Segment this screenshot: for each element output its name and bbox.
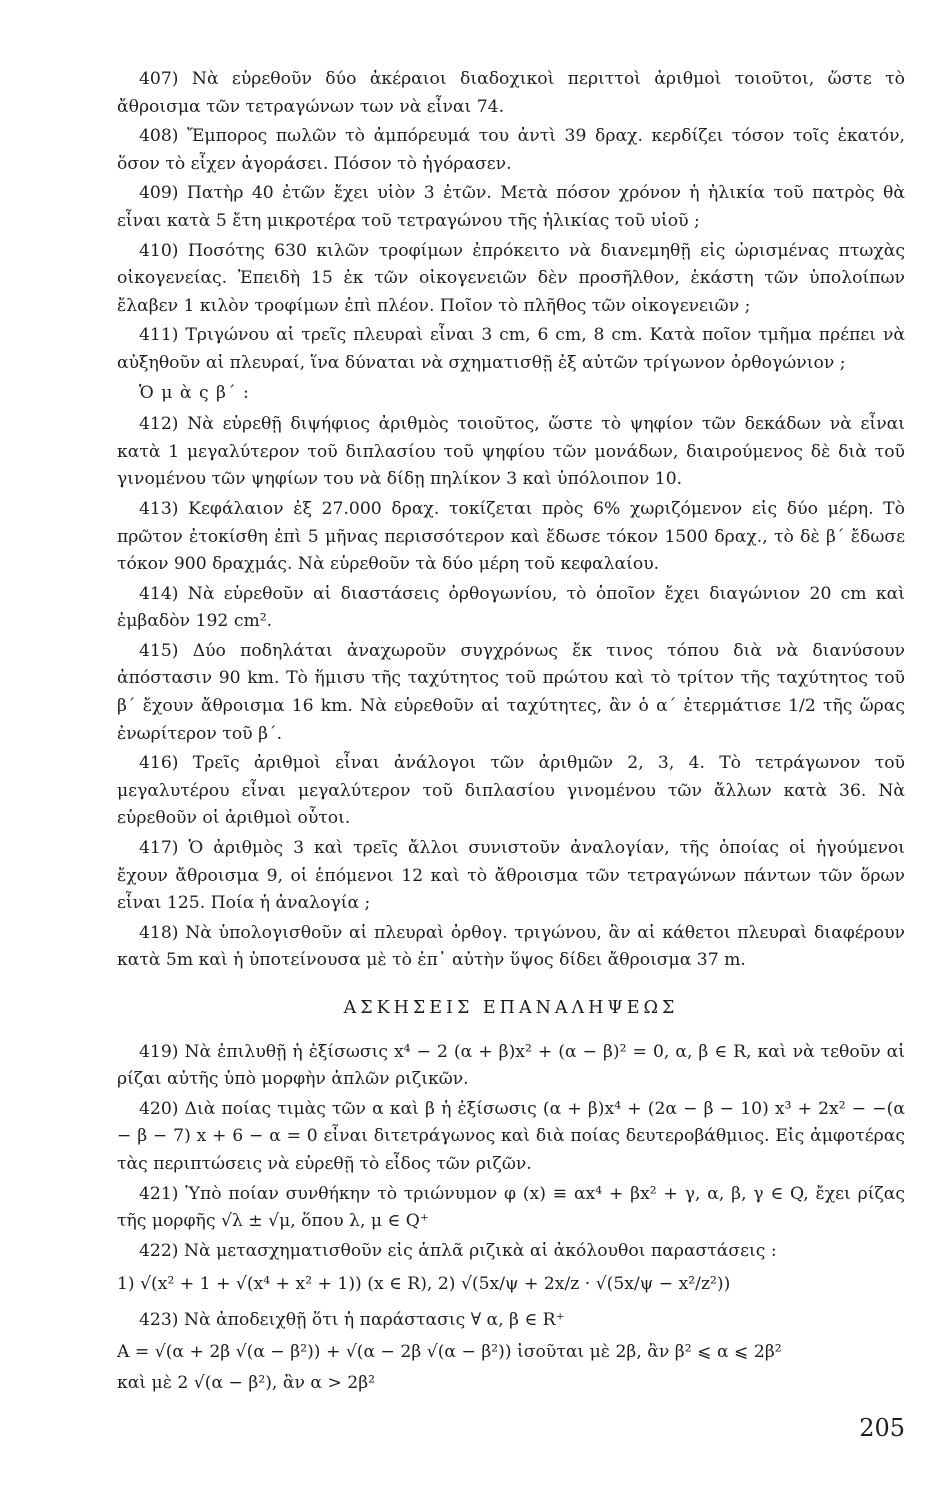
group-b-title: Ὁ μ ὰ ς β΄ : <box>139 382 250 403</box>
problem-413: 413) Κεφάλαιον ἐξ 27.000 δραχ. τοκίζεται πρὸς 6% χωριζόμενον εἰς δύο μέρη. Τὸ πρῶτον ἐτοκίσθη ἐπὶ 5 μῆνας περισσότερον καὶ ἔδωσε τόκον 1500 δραχ., τὸ δὲ β΄ ἔδωσε τόκον 900 δραχμάς. Νὰ εὑρεθοῦν τὰ δύο μέρη τοῦ κεφαλαίου. <box>117 498 905 575</box>
problem-423: 423) Νὰ ἀποδειχθῇ ὅτι ἡ παράστασις ∀ α, β ∈ R⁺ <box>139 1309 565 1330</box>
page-number: 205 <box>859 1414 905 1442</box>
problem-416: 416) Τρεῖς ἀριθμοὶ εἶναι ἀνάλογοι τῶν ἀριθμῶν 2, 3, 4. Τὸ τετράγωνον τοῦ μεγαλυτέρου εἶναι μεγαλύτερον τοῦ διπλασίου γινομένου τῶν ἄλλων κατὰ 36. Νὰ εὑρεθοῦν οἱ ἀριθμοὶ οὗτοι. <box>117 753 905 829</box>
problem-419: 419) Νὰ ἐπιλυθῇ ἡ ἐξίσωσις x⁴ − 2 (α + β)x² + (α − β)² = 0, α, β ∈ R, καὶ νὰ τεθοῦν αἱ ρίζαι αὐτῆς ὑπὸ μορφὴν ἁπλῶν ριζικῶν. <box>117 1041 905 1090</box>
problem-421: 421) Ὑπὸ ποίαν συνθήκην τὸ τριώνυμον φ (x) ≡ αx⁴ + βx² + γ, α, β, γ ∈ Q, ἔχει ρίζας τῆς μορφῆς √λ ± √μ, ὅπου λ, μ ∈ Q⁺ <box>117 1183 905 1232</box>
problem-408: 408) Ἔμπορος πωλῶν τὸ ἀμπόρευμά του ἀντὶ 39 δραχ. κερδίζει τόσον τοῖς ἑκατόν, ὅσον τὸ εἶχεν ἀγοράσει. Πόσον τὸ ἠγόρασεν. <box>117 126 905 174</box>
problem-420: 420) Διὰ ποίας τιμὰς τῶν α καὶ β ἡ ἐξίσωσις (α + β)x⁴ + (2α − β − 10) x³ + 2x² − −(α − β − 7) x + 6 − α = 0 εἶναι διτετράγωνος καὶ διὰ ποίας δευτεροβάθμιος. Εἰς ἀμφοτέρας τὰς περιπτώσεις νὰ εὑρεθῇ τὸ εἶδος τῶν ριζῶν. <box>117 1098 905 1174</box>
problem-410: 410) Ποσότης 630 κιλῶν τροφίμων ἐπρόκειτο νὰ διανεμηθῇ εἰς ὡρισμένας πτωχὰς οἰκογενείας. Ἐπειδὴ 15 ἐκ τῶν οἰκογενειῶν δὲν προσῆλθον, ἑκάστη τῶν ὑπολοίπων ἔλαβεν 1 κιλὸν τροφίμων ἐπὶ πλέον. Ποῖον τὸ πλῆθος τῶν οἰκογενειῶν ; <box>117 240 905 316</box>
problem-414: 414) Νὰ εὑρεθοῦν αἱ διαστάσεις ὀρθογωνίου, τὸ ὁποῖον ἔχει διαγώνιον 20 cm καὶ ἐμβαδὸν 192 cm². <box>117 583 905 632</box>
formula-423-b: καὶ μὲ 2 √(α − β²), ἂν α > 2β² <box>117 1373 376 1394</box>
page-content <box>117 66 905 1402</box>
problem-418: 418) Νὰ ὑπολογισθοῦν αἱ πλευραὶ ὀρθογ. τριγώνου, ἂν αἱ κάθετοι πλευραὶ διαφέρουν κατὰ 5m καὶ ἡ ὑποτείνουσα μὲ τὸ ἐπ᾿ αὐτὴν ὕψος δίδει ἄθροισμα 37 m. <box>117 922 905 971</box>
formula-422: 1) √(x² + 1 + √(x⁴ + x² + 1)) (x ∈ R), 2) √(5x/ψ + 2x/z · √(5x/ψ − x²/z²)) <box>117 1274 731 1295</box>
problem-407: 407) Νὰ εὑρεθοῦν δύο ἀκέραιοι διαδοχικοὶ περιττοὶ ἀριθμοὶ τοιοῦτοι, ὥστε τὸ ἄθροισμα τῶν τετραγώνων των νὰ εἶναι 74. <box>117 69 905 117</box>
formula-423-a: A = √(α + 2β √(α − β²)) + √(α − 2β √(α − β²)) ἰσοῦται μὲ 2β, ἂν β² ⩽ α ⩽ 2β² <box>117 1341 782 1362</box>
problem-412: 412) Νὰ εὑρεθῇ διψήφιος ἀριθμὸς τοιοῦτος, ὥστε τὸ ψηφίον τῶν δεκάδων νὰ εἶναι κατὰ 1 μεγαλύτερον τοῦ διπλασίου τοῦ ψηφίου τῶν μονάδων, διαιρούμενος δὲ διὰ τοῦ γινομένου τῶν ψηφίων του νὰ δίδῃ πηλίκον 3 καὶ ὑπόλοιπον 10. <box>117 414 905 490</box>
section-title-review-exercises: ΑΣΚΗΣΕΙΣ ΕΠΑΝΑΛΗΨΕΩΣ <box>343 998 679 1018</box>
problem-415: 415) Δύο ποδηλάται ἀναχωροῦν συγχρόνως ἔκ τινος τόπου διὰ νὰ διανύσουν ἀπόστασιν 90 km. Τὸ ἥμισυ τῆς ταχύτητος τοῦ πρώτου καὶ τὸ τρίτον τῆς ταχύτητος τοῦ β΄ ἔχουν ἄθροισμα 16 km. Νὰ εὑρεθοῦν αἱ ταχύτητες, ἂν ὁ α΄ ἐτερμάτισε 1/2 τῆς ὥρας ἐνωρίτερον τοῦ β΄. <box>117 640 905 744</box>
problem-411: 411) Τριγώνου αἱ τρεῖς πλευραὶ εἶναι 3 cm, 6 cm, 8 cm. Κατὰ ποῖον τμῆμα πρέπει νὰ αὐξηθοῦν αἱ πλευραί, ἵνα δύναται νὰ σχηματισθῇ ἐξ αὐτῶν τρίγωνον ὀρθογώνιον ; <box>117 325 905 373</box>
problem-422: 422) Νὰ μετασχηματισθοῦν εἰς ἁπλᾶ ριζικὰ αἱ ἀκόλουθοι παραστάσεις : <box>139 1240 777 1261</box>
problem-417: 417) Ὁ ἀριθμὸς 3 καὶ τρεῖς ἄλλοι συνιστοῦν ἀναλογίαν, τῆς ὁποίας οἱ ἡγούμενοι ἔχουν ἄθροισμα 9, οἱ ἑπόμενοι 12 καὶ τὸ ἄθροισμα τῶν τετραγώνων πάντων τῶν ὅρων εἶναι 125. Ποία ἡ ἀναλογία ; <box>117 838 905 914</box>
problem-409: 409) Πατὴρ 40 ἐτῶν ἔχει υἱὸν 3 ἐτῶν. Μετὰ πόσον χρόνον ἡ ἡλικία τοῦ πατρὸς θὰ εἶναι κατὰ 5 ἔτη μικροτέρα τοῦ τετραγώνου τῆς ἡλικίας τοῦ υἱοῦ ; <box>117 183 905 231</box>
